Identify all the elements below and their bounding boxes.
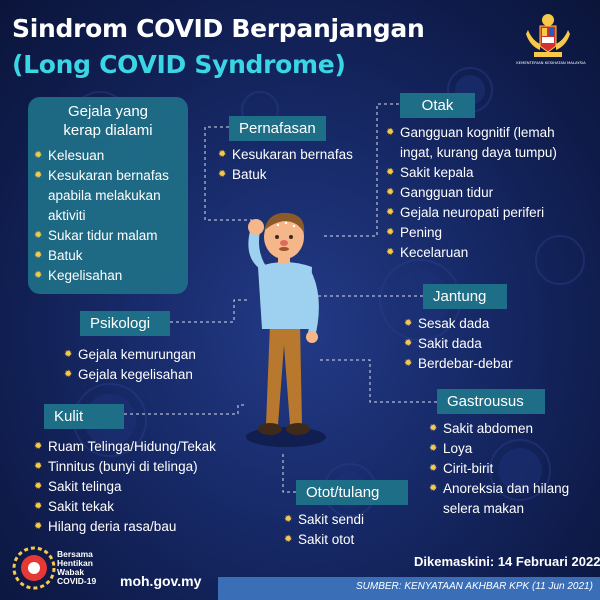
person-illustration — [228, 205, 338, 450]
list-item: ✹ Anoreksia dan hilang selera makan — [429, 479, 591, 519]
list-item: ✹ Kesukaran bernafas — [218, 145, 353, 165]
list-item: ✹ Gangguan kognitif (lemah ingat, kurang daya tumpu) — [386, 123, 586, 163]
category-label-pernafasan: Pernafasan — [229, 116, 326, 141]
list-item: ✹ Ruam Telinga/Hidung/Tekak — [34, 437, 216, 457]
list-item: ✹ Berdebar-debar — [404, 354, 513, 374]
psikologi-list — [64, 345, 196, 385]
list-item: ✹ Hilang deria rasa/bau — [34, 517, 216, 537]
common-symptoms-title-line2: kerap dialami — [63, 122, 153, 139]
jantung-list — [404, 314, 513, 374]
category-label-psikologi: Psikologi — [80, 311, 170, 336]
website-link[interactable]: moh.gov.my — [120, 573, 202, 589]
page-subtitle: (Long COVID Syndrome) — [12, 50, 346, 79]
campaign-line3: Wabak — [57, 567, 85, 577]
list-item: ✹ Tinnitus (bunyi di telinga) — [34, 457, 216, 477]
list-item: ✹ Sakit otot — [284, 530, 364, 550]
campaign-line4: COVID-19 — [57, 576, 97, 586]
list-item: ✹ Kelesuan — [34, 146, 184, 166]
list-item: ✹ Gejala kegelisahan — [64, 365, 196, 385]
common-symptoms-title — [38, 102, 178, 140]
list-item: ✹ Gangguan tidur — [386, 183, 586, 203]
list-item: ✹ Loya — [429, 439, 591, 459]
common-symptoms-title-line1: Gejala yang — [67, 103, 149, 120]
list-item: ✹ Batuk — [218, 165, 353, 185]
list-item: ✹ Kecelaruan — [386, 243, 586, 263]
list-item: ✹ Sakit telinga — [34, 477, 216, 497]
gastrousus-list — [429, 419, 591, 519]
campaign-line1: Bersama — [57, 549, 93, 559]
page-title: Sindrom COVID Berpanjangan — [12, 14, 425, 43]
list-item: ✹ Gejala neuropati periferi — [386, 203, 586, 223]
otot-tulang-list — [284, 510, 364, 550]
campaign-slogan — [57, 550, 117, 586]
list-item: ✹ Cirit-birit — [429, 459, 591, 479]
campaign-line2: Hentikan — [57, 558, 93, 568]
list-item: ✹ Sakit abdomen — [429, 419, 591, 439]
category-label-gastrousus: Gastrousus — [437, 389, 545, 414]
list-item: ✹ Sakit sendi — [284, 510, 364, 530]
campaign-logo — [12, 546, 56, 590]
source-citation: SUMBER: KENYATAAN AKHBAR KPK (11 Jun 2021) — [356, 581, 593, 592]
category-label-jantung: Jantung — [423, 284, 507, 309]
pernafasan-list — [218, 145, 353, 185]
list-item: ✹ Sakit kepala — [386, 163, 586, 183]
category-label-otot-tulang: Otot/tulang — [296, 480, 408, 505]
list-item: ✹ Sukar tidur malam — [34, 226, 184, 246]
list-item: ✹ Sakit tekak — [34, 497, 216, 517]
common-symptoms-list — [34, 146, 184, 286]
category-label-kulit: Kulit — [44, 404, 124, 429]
list-item: ✹ Pening — [386, 223, 586, 243]
list-item: ✹ Sakit dada — [404, 334, 513, 354]
list-item: ✹ Sesak dada — [404, 314, 513, 334]
category-label-otak: Otak — [400, 93, 475, 118]
ministry-label: KEMENTERIAN KESIHATAN MALAYSIA — [516, 60, 586, 65]
kulit-list — [34, 437, 216, 537]
list-item: ✹ Gejala kemurungan — [64, 345, 196, 365]
list-item: ✹ Kegelisahan — [34, 266, 184, 286]
list-item: ✹ Kesukaran bernafas apabila melakukan aktiviti — [34, 166, 184, 226]
otak-list — [386, 123, 586, 263]
updated-date: Dikemaskini: 14 Februari 2022 — [414, 554, 600, 569]
list-item: ✹ Batuk — [34, 246, 184, 266]
